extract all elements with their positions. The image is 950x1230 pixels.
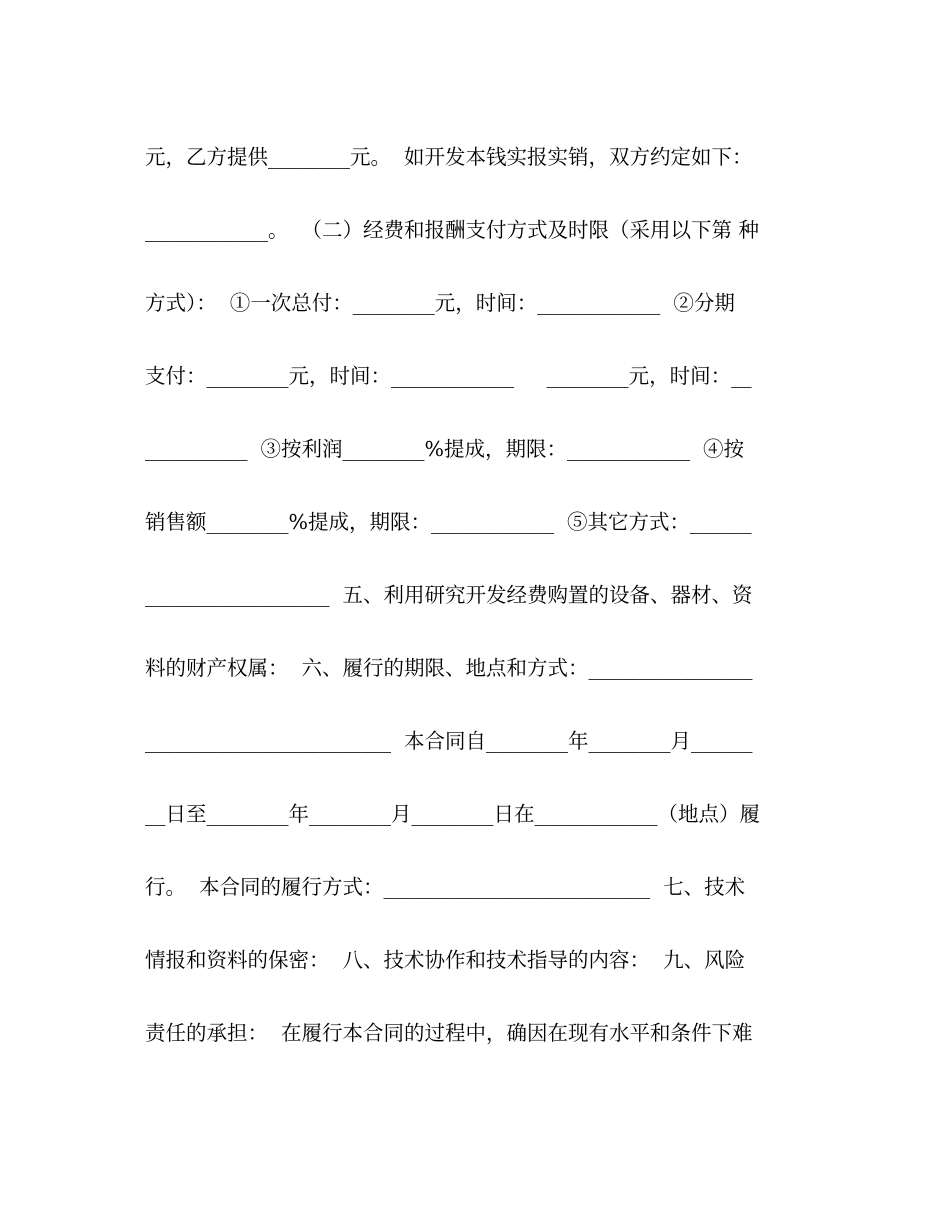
text-line-4: 支付：________元，时间：____________ ________元，时间：__	[145, 364, 752, 388]
text-line-11: 行。 本合同的履行方式：__________________________ 七、技术	[145, 875, 746, 899]
text-line-12: 情报和资料的保密： 八、技术协作和技术指导的内容： 九、风险	[145, 948, 746, 972]
text-line-7: __________________ 五、利用研究开发经费购置的设备、器材、资	[145, 583, 753, 607]
text-line-9: ________________________ 本合同自________年________月______	[145, 729, 753, 753]
text-line-1: 元，乙方提供________元。 如开发本钱实报实销，双方约定如下：	[145, 145, 753, 169]
text-line-13: 责任的承担： 在履行本合同的过程中，确因在现有水平和条件下难	[145, 1021, 753, 1045]
text-line-2: ____________。 （二）经费和报酬支付方式及时限（采用以下第 种	[145, 218, 760, 242]
text-line-3: 方式）： ①一次总付：________元，时间：____________ ②分期	[145, 291, 735, 315]
text-line-6: 销售额________%提成，期限：____________ ⑤其它方式：______	[145, 510, 752, 534]
text-line-10: __日至________年________月________日在____________（地点）履	[145, 802, 760, 826]
text-line-8: 料的财产权属： 六、履行的期限、地点和方式：________________	[145, 656, 753, 680]
text-line-5: __________ ③按利润________%提成，期限：____________ ④按	[145, 437, 745, 461]
